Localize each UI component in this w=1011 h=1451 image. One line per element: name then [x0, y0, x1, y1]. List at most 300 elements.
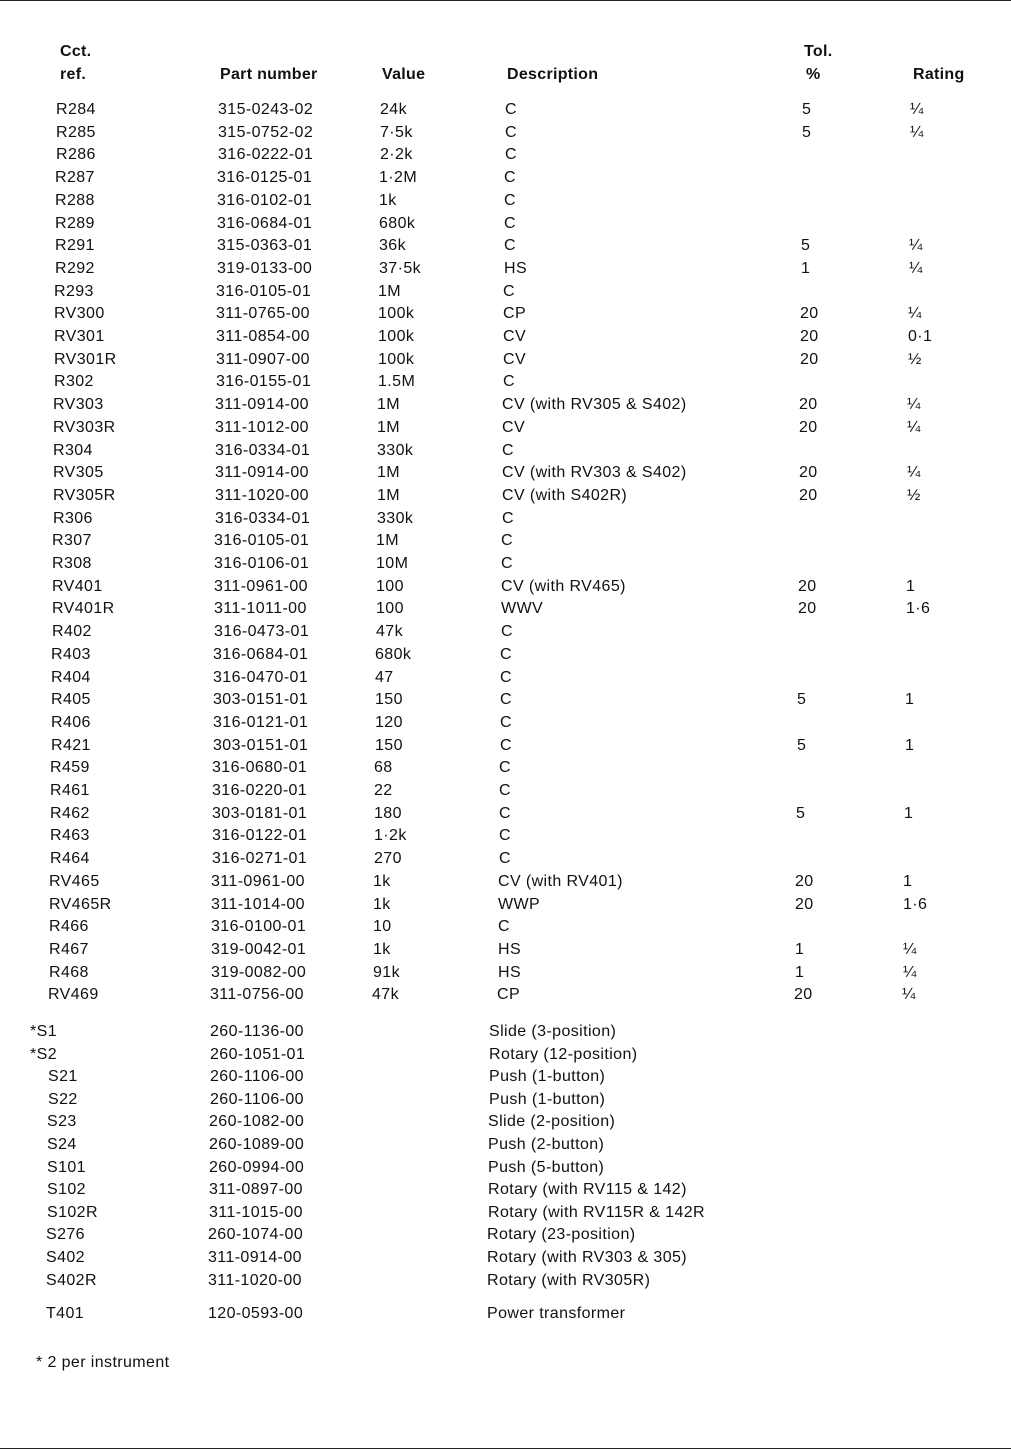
cct-ref-cell: R466 — [49, 918, 89, 936]
part-number-cell: 316-0220-01 — [212, 782, 308, 799]
value-cell: 120 — [375, 713, 403, 731]
value-cell: 100k — [378, 350, 415, 368]
part-number-cell: 311-0897-00 — [209, 1181, 303, 1199]
description-cell: WWV — [501, 600, 544, 618]
tolerance-cell: 20 — [798, 577, 817, 595]
tolerance-cell: 20 — [800, 350, 819, 368]
cct-ref-cell: R304 — [53, 441, 93, 459]
part-number-cell: 316-0100-01 — [211, 918, 307, 936]
value-cell: 68 — [374, 759, 393, 777]
description-cell: C — [502, 509, 514, 527]
part-number-cell: 316-0271-01 — [212, 850, 308, 868]
rating-cell: ¼ — [909, 237, 923, 255]
tolerance-cell: 20 — [795, 872, 814, 890]
table-row — [0, 510, 1008, 532]
value-cell: 22 — [374, 782, 393, 799]
value-cell: 7·5k — [380, 123, 413, 141]
table-row — [0, 918, 1004, 940]
table-row — [0, 101, 1011, 123]
tolerance-cell: 5 — [796, 804, 806, 822]
cct-ref-cell: RV469 — [48, 986, 99, 1004]
cct-ref-cell: S24 — [47, 1136, 77, 1153]
part-number-cell: 311-0961-00 — [211, 872, 305, 890]
description-cell: C — [503, 282, 515, 300]
header-tolerance-line1: Tol. — [804, 43, 833, 60]
description-cell: C — [501, 555, 513, 572]
tolerance-cell: 20 — [799, 464, 818, 482]
table-row — [0, 1159, 1002, 1181]
cct-ref-cell: S102 — [47, 1181, 86, 1199]
cct-ref-cell: R285 — [56, 123, 96, 141]
value-cell: 2·2k — [380, 146, 413, 164]
part-number-cell: 316-0121-01 — [213, 713, 309, 731]
value-cell: 330k — [377, 509, 414, 527]
cct-ref-cell: S21 — [48, 1068, 78, 1086]
table-row — [0, 442, 1008, 464]
part-number-cell: 260-1089-00 — [209, 1136, 305, 1153]
table-row — [0, 850, 1005, 872]
description-cell: CV — [503, 328, 527, 345]
part-number-cell: 260-1106-00 — [210, 1090, 304, 1108]
value-cell: 1·2M — [379, 169, 418, 187]
description-cell: CV (with RV303 & S402) — [502, 464, 687, 482]
part-number-cell: 311-1020-00 — [208, 1271, 302, 1289]
description-cell: HS — [504, 259, 528, 277]
cct-ref-cell: R464 — [50, 850, 90, 868]
cct-ref-cell: S102R — [47, 1203, 98, 1221]
part-number-cell: 260-1136-00 — [210, 1023, 304, 1040]
value-cell: 10M — [376, 555, 409, 572]
description-cell: Push (2-button) — [488, 1136, 605, 1153]
description-cell: Slide (3-position) — [489, 1023, 617, 1040]
value-cell: 100 — [376, 577, 404, 595]
cct-ref-cell: S23 — [47, 1113, 77, 1131]
value-cell: 100k — [378, 305, 415, 323]
part-number-cell: 260-1051-01 — [210, 1045, 306, 1063]
value-cell: 100k — [378, 328, 415, 345]
description-cell: C — [500, 713, 512, 731]
value-cell: 1M — [378, 282, 402, 300]
description-cell: Rotary (with RV115 & 142) — [488, 1181, 687, 1199]
part-number-cell: 316-0473-01 — [214, 623, 310, 641]
description-cell: C — [503, 373, 515, 391]
table-row — [0, 646, 1006, 668]
cct-ref-cell: RV305R — [53, 486, 116, 504]
description-cell: C — [501, 532, 513, 550]
cct-ref-cell: R421 — [51, 736, 91, 754]
part-number-cell: 311-0756-00 — [210, 986, 304, 1004]
rating-cell: ¼ — [909, 259, 923, 277]
table-row — [0, 328, 1009, 350]
description-cell: C — [504, 191, 516, 209]
table-row — [0, 1305, 1001, 1327]
description-cell: C — [499, 782, 511, 799]
cct-ref-cell: R306 — [53, 509, 93, 527]
cct-ref-cell: S402 — [46, 1249, 85, 1266]
description-cell: C — [504, 214, 516, 232]
cct-ref-cell: R468 — [49, 963, 89, 981]
description-cell: Rotary (with RV115R & 142R — [488, 1203, 706, 1221]
table-row — [0, 896, 1004, 918]
cct-ref-cell: S276 — [46, 1226, 85, 1244]
rating-cell: ¼ — [903, 963, 917, 981]
part-number-cell: 311-0765-00 — [216, 305, 310, 323]
value-cell: 330k — [377, 441, 414, 459]
description-cell: C — [500, 736, 512, 754]
part-number-cell: 260-1074-00 — [208, 1226, 304, 1244]
description-cell: C — [498, 918, 510, 936]
cct-ref-cell: RV300 — [54, 305, 105, 323]
description-cell: Rotary (with RV305R) — [487, 1271, 651, 1289]
part-number-cell: 316-0105-01 — [214, 532, 310, 550]
part-number-cell: 311-0914-00 — [215, 396, 309, 414]
part-number-cell: 311-1014-00 — [211, 895, 305, 913]
description-cell: C — [504, 169, 516, 187]
header-cct-ref-line1: Cct. — [60, 43, 92, 60]
description-cell: C — [499, 759, 511, 777]
cct-ref-cell: S22 — [48, 1090, 78, 1108]
part-number-cell: 316-0122-01 — [212, 827, 308, 845]
description-cell: C — [505, 146, 517, 164]
value-cell: 1k — [373, 895, 391, 913]
part-number-cell: 316-0105-01 — [216, 282, 312, 300]
description-cell: Push (5-button) — [488, 1158, 605, 1176]
description-cell: C — [501, 623, 513, 641]
header-cct-ref-line2: ref. — [60, 66, 87, 83]
description-cell: C — [499, 804, 511, 822]
cct-ref-cell: R461 — [50, 782, 90, 799]
rating-cell: ¼ — [907, 464, 921, 482]
value-cell: 47k — [376, 623, 403, 641]
part-number-cell: 303-0151-01 — [213, 736, 309, 754]
part-number-cell: 120-0593-00 — [208, 1305, 304, 1322]
tolerance-cell: 5 — [801, 237, 811, 255]
table-row — [0, 600, 1007, 622]
part-number-cell: 311-1011-00 — [214, 600, 307, 618]
cct-ref-cell: S402R — [46, 1271, 97, 1289]
cct-ref-cell: T401 — [46, 1305, 85, 1322]
value-cell: 680k — [379, 214, 416, 232]
value-cell: 1·2k — [374, 827, 407, 845]
part-number-cell: 260-1106-00 — [210, 1068, 304, 1086]
cct-ref-cell: RV401R — [52, 600, 115, 618]
rating-cell: 1 — [905, 736, 915, 754]
cct-ref-cell: R404 — [51, 668, 91, 686]
table-row — [0, 1091, 1003, 1113]
table-row — [0, 1272, 1001, 1294]
part-number-cell: 311-0854-00 — [216, 328, 310, 345]
table-row — [0, 805, 1005, 827]
table-row — [0, 941, 1004, 963]
cct-ref-cell: R459 — [50, 759, 90, 777]
part-number-cell: 303-0151-01 — [213, 691, 309, 709]
part-number-cell: 319-0082-00 — [211, 963, 307, 981]
description-cell: CV (with RV305 & S402) — [502, 396, 687, 414]
description-cell: Push (1-button) — [489, 1090, 606, 1108]
table-row — [0, 373, 1009, 395]
description-cell: HS — [498, 963, 522, 981]
table-row — [0, 1226, 1001, 1248]
value-cell: 24k — [380, 101, 407, 118]
cct-ref-cell: RV303 — [53, 396, 104, 414]
cct-ref-cell: R286 — [56, 146, 96, 164]
rating-cell: ¼ — [902, 986, 916, 1004]
rating-cell: 1·6 — [903, 895, 928, 913]
part-number-cell: 311-0961-00 — [214, 577, 308, 595]
tolerance-cell: 1 — [801, 259, 811, 277]
rating-cell: 0·1 — [908, 328, 933, 345]
cct-ref-cell: R462 — [50, 804, 90, 822]
description-cell: C — [502, 441, 514, 459]
description-cell: WWP — [498, 895, 541, 913]
header-part-number: Part number — [220, 66, 318, 83]
part-number-cell: 316-0125-01 — [217, 169, 313, 187]
table-row — [0, 782, 1005, 804]
tolerance-cell: 5 — [797, 736, 807, 754]
cct-ref-cell: RV465 — [49, 872, 100, 890]
cct-ref-cell: R288 — [55, 191, 95, 209]
part-number-cell: 316-0106-01 — [214, 555, 310, 572]
table-row — [0, 146, 1011, 168]
description-cell: CP — [497, 986, 521, 1004]
part-number-cell: 316-0680-01 — [212, 759, 308, 777]
header-value: Value — [382, 66, 426, 83]
value-cell: 10 — [373, 918, 392, 936]
rating-cell: ¼ — [907, 418, 921, 436]
cct-ref-cell: RV301R — [54, 350, 117, 368]
value-cell: 1M — [377, 418, 401, 436]
cct-ref-cell: R308 — [52, 555, 92, 572]
header-tolerance-line2: % — [806, 66, 821, 83]
tolerance-cell: 20 — [794, 986, 813, 1004]
table-row — [0, 759, 1005, 781]
description-cell: Slide (2-position) — [488, 1113, 616, 1131]
description-cell: Rotary (12-position) — [489, 1045, 638, 1063]
value-cell: 150 — [375, 691, 403, 709]
part-number-cell: 260-0994-00 — [209, 1158, 305, 1176]
description-cell: HS — [498, 940, 522, 958]
rating-cell: 1·6 — [906, 600, 931, 618]
value-cell: 1k — [373, 872, 391, 890]
cct-ref-cell: R405 — [51, 691, 91, 709]
table-row — [0, 1249, 1001, 1271]
table-row — [0, 215, 1010, 237]
cct-ref-cell: RV303R — [53, 418, 116, 436]
part-number-cell: 315-0243-02 — [218, 101, 314, 118]
rating-cell: ½ — [908, 350, 922, 368]
footnote: * 2 per instrument — [36, 1354, 170, 1371]
description-cell: C — [499, 850, 511, 868]
tolerance-cell: 1 — [795, 940, 805, 958]
part-number-cell: 316-0334-01 — [215, 441, 311, 459]
cct-ref-cell: *S1 — [30, 1023, 57, 1040]
cct-ref-cell: R402 — [52, 623, 92, 641]
table-row — [0, 124, 1011, 146]
description-cell: Rotary (with RV303 & 305) — [487, 1249, 688, 1266]
part-number-cell: 311-0914-00 — [208, 1249, 302, 1266]
part-number-cell: 316-0684-01 — [213, 645, 309, 663]
tolerance-cell: 20 — [800, 328, 819, 345]
table-row — [0, 714, 1006, 736]
cct-ref-cell: R463 — [50, 827, 90, 845]
table-row — [0, 464, 1008, 486]
value-cell: 1k — [379, 191, 397, 209]
value-cell: 150 — [375, 736, 403, 754]
cct-ref-cell: R403 — [51, 645, 91, 663]
value-cell: 91k — [373, 963, 400, 981]
part-number-cell: 316-0470-01 — [213, 668, 309, 686]
value-cell: 180 — [374, 804, 402, 822]
description-cell: C — [500, 668, 512, 686]
rating-cell: ¼ — [908, 305, 922, 323]
cct-ref-cell: S101 — [47, 1158, 86, 1176]
rating-cell: ¼ — [910, 101, 924, 118]
description-cell: CV (with RV465) — [501, 577, 626, 595]
part-number-cell: 260-1082-00 — [209, 1113, 305, 1131]
table-row — [0, 555, 1007, 577]
description-cell: CV — [503, 350, 527, 368]
bottom-rule — [0, 1448, 1011, 1449]
part-number-cell: 316-0155-01 — [216, 373, 312, 391]
cct-ref-cell: R291 — [55, 237, 95, 255]
table-row — [0, 737, 1006, 759]
table-row — [0, 964, 1004, 986]
value-cell: 1M — [377, 396, 401, 414]
rating-cell: 1 — [905, 691, 915, 709]
part-number-cell: 319-0042-01 — [211, 940, 307, 958]
part-number-cell: 303-0181-01 — [212, 804, 308, 822]
cct-ref-cell: RV301 — [54, 328, 105, 345]
description-cell: C — [505, 123, 517, 141]
value-cell: 1M — [377, 486, 401, 504]
value-cell: 47 — [375, 668, 394, 686]
description-cell: CV (with RV401) — [498, 872, 623, 890]
rating-cell: ½ — [907, 486, 921, 504]
table-row — [0, 669, 1006, 691]
description-cell: C — [504, 237, 516, 255]
table-row — [0, 1136, 1002, 1158]
description-cell: C — [500, 645, 512, 663]
cct-ref-cell: R289 — [55, 214, 95, 232]
part-number-cell: 311-0907-00 — [216, 350, 310, 368]
table-row — [0, 578, 1007, 600]
value-cell: 1k — [373, 940, 391, 958]
cct-ref-cell: R284 — [56, 101, 96, 118]
part-number-cell: 311-1015-00 — [209, 1203, 303, 1221]
tolerance-cell: 20 — [799, 396, 818, 414]
table-row — [0, 532, 1007, 554]
cct-ref-cell: R293 — [54, 282, 94, 300]
value-cell: 680k — [375, 645, 412, 663]
tolerance-cell: 20 — [799, 418, 818, 436]
header-rating: Rating — [913, 66, 965, 83]
table-row — [0, 827, 1005, 849]
table-row — [0, 623, 1007, 645]
part-number-cell: 311-1012-00 — [215, 418, 309, 436]
cct-ref-cell: RV401 — [52, 577, 103, 595]
cct-ref-cell: R406 — [51, 713, 91, 731]
tolerance-cell: 20 — [799, 486, 818, 504]
table-row — [0, 1023, 1003, 1045]
table-row — [0, 691, 1006, 713]
part-number-cell: 316-0102-01 — [217, 191, 313, 209]
description-cell: CV (with S402R) — [502, 486, 628, 504]
cct-ref-cell: *S2 — [30, 1045, 57, 1063]
value-cell: 1M — [376, 532, 400, 550]
cct-ref-cell: R302 — [54, 373, 94, 391]
value-cell: 1.5M — [378, 373, 416, 391]
tolerance-cell: 5 — [797, 691, 807, 709]
table-row — [0, 396, 1008, 418]
tolerance-cell: 20 — [800, 305, 819, 323]
table-row — [0, 237, 1010, 259]
cct-ref-cell: RV465R — [49, 895, 112, 913]
part-number-cell: 316-0684-01 — [217, 214, 313, 232]
part-number-cell: 316-0222-01 — [218, 146, 314, 164]
part-number-cell: 316-0334-01 — [215, 509, 311, 527]
description-cell: C — [500, 691, 512, 709]
value-cell: 100 — [376, 600, 404, 618]
part-number-cell: 311-0914-00 — [215, 464, 309, 482]
table-row — [0, 169, 1010, 191]
part-number-cell: 319-0133-00 — [217, 259, 313, 277]
table-row — [0, 1068, 1003, 1090]
description-cell: C — [505, 101, 517, 118]
table-row — [0, 1204, 1002, 1226]
value-cell: 270 — [374, 850, 402, 868]
tolerance-cell: 5 — [802, 101, 812, 118]
rating-cell: ¼ — [910, 123, 924, 141]
cct-ref-cell: R287 — [55, 169, 95, 187]
cct-ref-cell: R307 — [52, 532, 92, 550]
part-number-cell: 315-0752-02 — [218, 123, 314, 141]
table-row — [0, 283, 1009, 305]
table-row — [0, 260, 1010, 282]
description-cell: Push (1-button) — [489, 1068, 606, 1086]
cct-ref-cell: R467 — [49, 940, 89, 958]
description-cell: C — [499, 827, 511, 845]
description-cell: Power transformer — [487, 1305, 626, 1322]
cct-ref-cell: RV305 — [53, 464, 104, 482]
table-row — [0, 986, 1003, 1008]
cct-ref-cell: R292 — [55, 259, 95, 277]
tolerance-cell: 20 — [798, 600, 817, 618]
value-cell: 36k — [379, 237, 406, 255]
description-cell: CV — [502, 418, 526, 436]
table-row — [0, 419, 1008, 441]
table-row — [0, 1113, 1002, 1135]
part-number-cell: 311-1020-00 — [215, 486, 309, 504]
description-cell: Rotary (23-position) — [487, 1226, 636, 1244]
table-row — [0, 192, 1010, 214]
value-cell: 47k — [372, 986, 399, 1004]
rating-cell: 1 — [904, 804, 914, 822]
rating-cell: 1 — [903, 872, 913, 890]
rating-cell: ¼ — [907, 396, 921, 414]
part-number-cell: 315-0363-01 — [217, 237, 313, 255]
tolerance-cell: 20 — [795, 895, 814, 913]
table-row — [0, 1046, 1003, 1068]
table-row — [0, 305, 1009, 327]
value-cell: 37·5k — [379, 259, 422, 277]
table-row — [0, 1181, 1002, 1203]
table-row — [0, 351, 1009, 373]
rating-cell: ¼ — [903, 940, 917, 958]
tolerance-cell: 5 — [802, 123, 812, 141]
description-cell: CP — [503, 305, 527, 323]
table-row — [0, 487, 1008, 509]
rating-cell: 1 — [906, 577, 916, 595]
